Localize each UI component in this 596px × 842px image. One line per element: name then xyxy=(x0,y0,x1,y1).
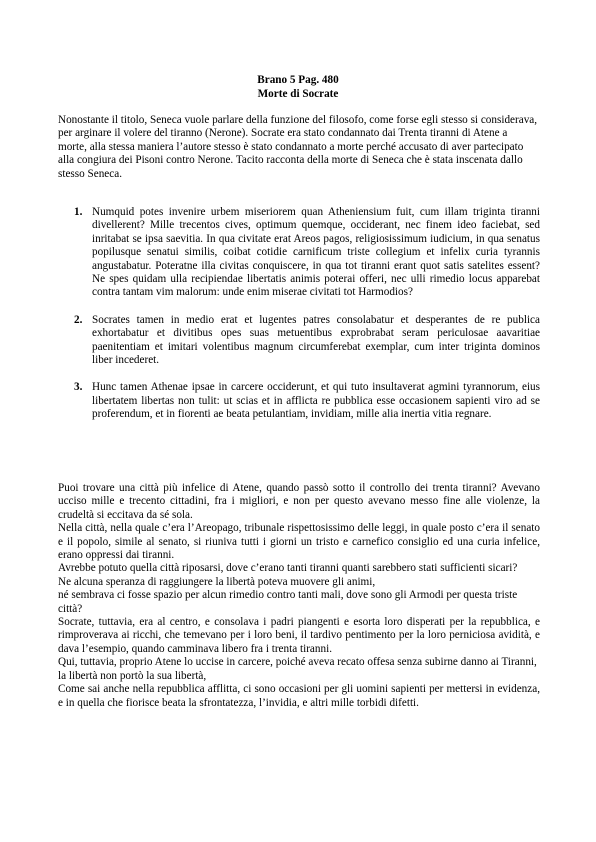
passage-text: Socrates tamen in medio erat et lugentes patres consolabatur et desperantes de re publica exhortabatur et divitibus opes suas metuentibus exprobrabat seram periculosae aavaritiae paenitentiam et imitari volentibus magnum circumferebat exemplar, cum inter triginta dominos liber incederet. xyxy=(92,313,540,367)
latin-passage xyxy=(76,381,540,421)
translation-paragraph: Nella città, nella quale c’era l’Areopago, tribunale rispettosissimo delle leggi, in quale posto c’era il senato e il popolo, simile al senato, si riuniva tutti i giorni un tristo e carnefico consiglio ed una curia infelice, erano oppressi dai tiranni. xyxy=(58,522,540,562)
translation-paragraph: Come sai anche nella repubblica afflitta, ci sono occasioni per gli uomini sapienti per mettersi in evidenza, e in quella che fiorisce beata la sfrontatezza, l’invidia, e altri mille torbidi difetti. xyxy=(58,683,540,709)
latin-passages-list xyxy=(76,206,540,436)
document-title xyxy=(0,74,596,101)
latin-passage xyxy=(76,314,540,368)
translation-paragraph: Avrebbe potuto quella città riposarsi, dove c’erano tanti tiranni quanti sarebbero stati sufficienti sicari? xyxy=(58,562,518,575)
passage-text: Hunc tamen Athenae ipsae in carcere occiderunt, et qui tuto insultaverat agmini tyrannorum, eius libertatem libertas non tulit: ut scias et in afflicta re pubblica esse occasionem sapienti viro ad se proferendum, et in fiorenti ae beata petulantiam, invidiam, mille alia inertia vitia regnare. xyxy=(92,381,540,421)
latin-passage xyxy=(76,206,540,300)
passage-number: 1. xyxy=(74,206,83,218)
translation-paragraph: Puoi trovare una città più infelice di Atene, quando passò sotto il controllo dei trenta tiranni? Avevano ucciso mille e trecento cittadini, fra i migliori, e non per questo avevano messo fine alle violenze, la crudeltà si eccitava da sé sola. xyxy=(58,482,540,521)
translation-paragraph: né sembrava ci fosse spazio per alcun rimedio contro tanti mali, dove sono gli Armodi per questa triste città? xyxy=(58,589,518,615)
italian-translation xyxy=(58,482,540,710)
title-line-1: Brano 5 Pag. 480 xyxy=(257,74,339,86)
passage-number: 3. xyxy=(74,381,83,394)
translation-paragraph: Socrate, tuttavia, era al centro, e consolava i padri piangenti e esorta loro disperati per la repubblica, e rimproverava ai ricchi, che temevano per i loro beni, il tardivo pentimento per la loro perniciosa avidità, e dava l’esempio, quando camminava libero fra i trenta tiranni. xyxy=(58,616,540,655)
title-line-2: Morte di Socrate xyxy=(257,87,339,100)
intro-section xyxy=(58,114,538,181)
translation-paragraph: Qui, tuttavia, proprio Atene lo uccise in carcere, poiché aveva recato offesa senza subirne danno ai Tiranni, la libertà non portò la sua libertà, xyxy=(58,656,537,682)
intro-paragraph: Nonostante il titolo, Seneca vuole parlare della funzione del filosofo, come forse egli stesso si considerava, per arginare il volere del tiranno (Nerone). Socrate era stato condannato dai Trenta tiranni di Atene a morte, alla stessa maniera l’autore stesso è stato condannato a morte perché accusato di aver partecipato alla congiura dei Pisoni contro Nerone. Tacito racconta della morte di Seneca che è stata inscenata dallo stesso Seneca. xyxy=(58,114,538,180)
passage-text: Numquid potes invenire urbem miseriorem quan Atheniensium fuit, cum illam triginta tiranni divellerent? Mille trecentos cives, optimum quemque, occiderant, nec finem ideo faciebat, sed inritabat se ipsa saevitia. In qua civitate erat Areos pagos, religiosissimum iudicium, in qua senatus popilusque senatui similis, coibat cotidie carnificum triste collegium et infelix curia tyrannis angustabatur. Poteratne illa civitas conquiscere, in qua tot tiranni erant quot satis satelites essent? Ne spes quidam ulla recipiendae libertatis animis poterai offeri, nec ulli rimedio locus apparebat contra tantam vim malorum: unde enim miserae civitati tot Harmodios? xyxy=(92,206,540,299)
passage-number: 2. xyxy=(74,313,83,326)
translation-paragraph: Ne alcuna speranza di raggiungere la libertà poteva muovere gli animi, xyxy=(58,575,376,588)
